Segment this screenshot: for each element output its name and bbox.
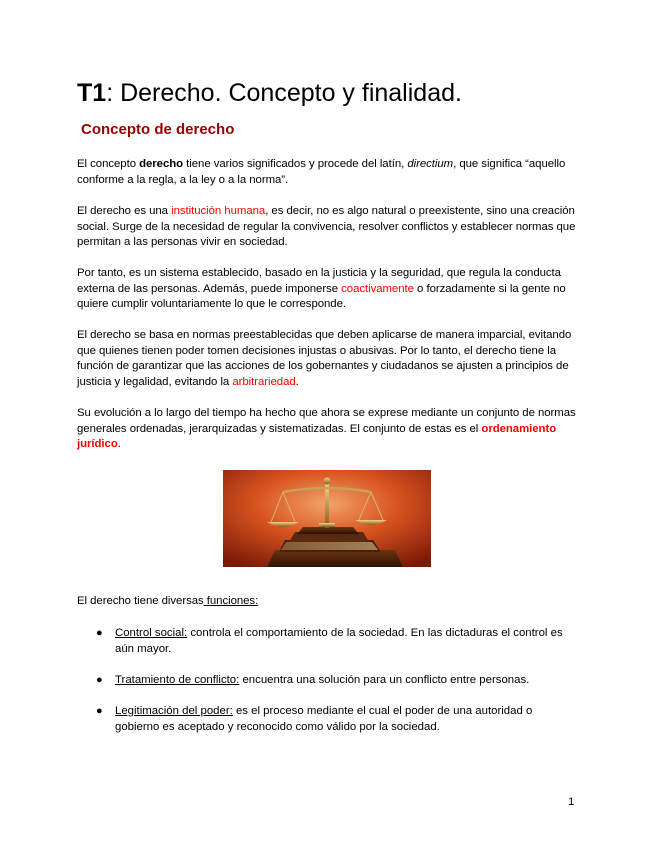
list-item-description: controla el comportamiento de la sociedad. En las dictaduras el control es aún mayor. [115,627,563,655]
funciones-intro [77,594,582,610]
funciones-intro-text: El derecho tiene diversas [77,595,204,607]
p3-text-c: o forzadamente si la gente no quiere cumplir voluntariamente lo que le corresponde. [77,282,566,311]
p1-text-a: El concepto [77,158,140,170]
document-title [77,76,462,110]
scales-of-justice-icon [223,470,431,567]
list-item-description: encuentra una solución para un conflicto entre personas. [239,674,530,686]
list-item-term: Legitimación del poder: [115,705,233,717]
list-item-text [115,626,575,657]
p2-highlight: institución humana [171,205,266,217]
title-bold: T1 [77,79,107,107]
p1-text-c: tiene varios significados y procede del latín, [183,158,408,170]
p5-text-c: . [117,438,121,451]
page-number: 1 [568,796,575,808]
section-heading: Concepto de derecho [81,121,235,138]
funciones-intro-underlined: funciones: [203,595,259,607]
p1-text-e: , que significa “aquello conforme a la regla, a la ley o a la norma”. [77,158,566,186]
list-item-text [115,673,575,689]
bullet-icon: ● [96,674,103,686]
paragraph-3 [77,266,582,313]
paragraph-4 [77,328,582,390]
p4-text-a: El derecho se basa en normas preestablecidas que deben aplicarse de manera imparcial, evitando que quienes tienen poder tomen decisiones injustas o abusivas. Por lo tanto, el derecho tiene la función de garantizar que las acciones de los gobernantes y ciudadanos se ajusten a principios de justicia y legalidad, evitando la [77,329,572,388]
paragraph-5 [77,406,582,453]
list-item-text [115,704,575,735]
p4-text-c: . [295,375,299,388]
paragraph-2 [77,204,582,251]
list-item-term: Control social: [115,627,188,639]
p5-text-a: Su evolución a lo largo del tiempo ha hecho que ahora se exprese mediante un conjunto de normas generales ordenadas, jerarquizadas y sistematizadas. El conjunto de estas es el [77,407,576,435]
p2-text-c: , es decir, no es algo natural o preexistente, sino una creación social. Surge de la necesidad de regular la convivencia, resolver conflictos y establecer normas que permitan a las personas vivir en sociedad. [77,205,576,249]
list-item-term: Tratamiento de conflicto: [115,674,240,686]
paragraph-1 [77,157,582,188]
bullet-icon: ● [96,705,103,717]
p2-text-a: El derecho es una [77,205,172,217]
list-item-description: es el proceso mediante el cual el poder de una autoridad o gobierno es aceptado y reconocido como válido por la sociedad. [115,705,533,733]
p5-highlight: ordenamiento jurídico [77,422,557,451]
title-rest: : Derecho. Concepto y finalidad. [106,79,462,107]
scales-of-justice-image [223,470,431,567]
p3-highlight: coactivamente [341,282,414,295]
p1-italic-term: directium [407,158,454,170]
p3-text-a: Por tanto, es un sistema establecido, basado en la justicia y la seguridad, que regula la conducta externa de las personas. Además, puede imponerse [77,267,561,295]
p4-highlight: arbitrariedad [232,375,296,388]
bullet-icon: ● [96,627,103,639]
p1-bold-term: derecho [139,158,184,170]
